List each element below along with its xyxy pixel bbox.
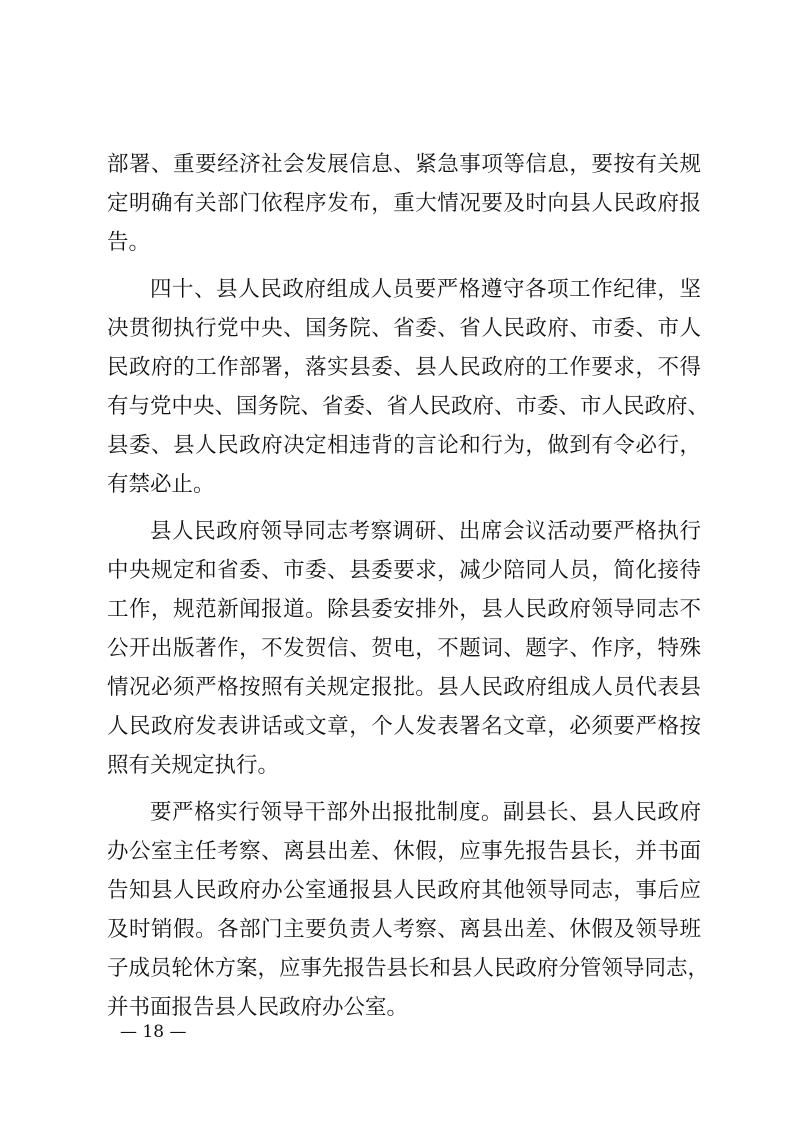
text-line: 有与党中央、国务院、省委、省人民政府、市委、市人民政府、 [107,394,710,419]
text-line: 要严格实行领导干部外出报批制度。副县长、县人民政府 [150,800,701,825]
text-line: 及时销假。各部门主要负责人考察、离县出差、休假及领导班 [107,917,701,942]
text-line: 并书面报告县人民政府办公室。 [107,995,409,1020]
text-line: 办公室主任考察、离县出差、休假，应事先报告县长，并书面 [107,839,701,864]
text-line: 人民政府发表讲话或文章，个人发表署名文章，必须要严格按 [107,714,701,739]
page-number: — 18 — [120,1022,187,1042]
text-line: 四十、县人民政府组成人员要严格遵守各项工作纪律，坚 [150,277,701,302]
text-line: 县委、县人民政府决定相违背的言论和行为，做到有令必行， [107,433,701,458]
paragraph [107,512,701,785]
text-line: 决贯彻执行党中央、国务院、省委、省人民政府、市委、市人 [107,316,701,341]
text-line: 部署、重要经济社会发展信息、紧急事项等信息，要按有关规 [107,152,701,177]
body-text [107,145,710,1027]
text-line: 子成员轮休方案，应事先报告县长和县人民政府分管领导同志， [107,956,710,981]
paragraph [107,793,710,1027]
text-line: 告。 [107,230,151,255]
text-line: 情况必须严格按照有关规定报批。县人民政府组成人员代表县 [107,675,701,700]
text-line: 县人民政府领导同志考察调研、出席会议活动要严格执行 [150,519,701,544]
paragraph [107,270,710,504]
paragraph [107,145,701,262]
text-line: 有禁必止。 [107,472,215,497]
text-line: 民政府的工作部署，落实县委、县人民政府的工作要求，不得 [107,355,701,380]
text-line: 公开出版著作，不发贺信、贺电，不题词、题字、作序，特殊 [107,636,701,661]
text-line: 定明确有关部门依程序发布，重大情况要及时向县人民政府报 [107,191,701,216]
text-line: 照有关规定执行。 [107,753,280,778]
text-line: 中央规定和省委、市委、县委要求，减少陪同人员，简化接待 [107,558,701,583]
text-line: 告知县人民政府办公室通报县人民政府其他领导同志，事后应 [107,878,701,903]
text-line: 工作，规范新闻报道。除县委安排外，县人民政府领导同志不 [107,597,701,622]
